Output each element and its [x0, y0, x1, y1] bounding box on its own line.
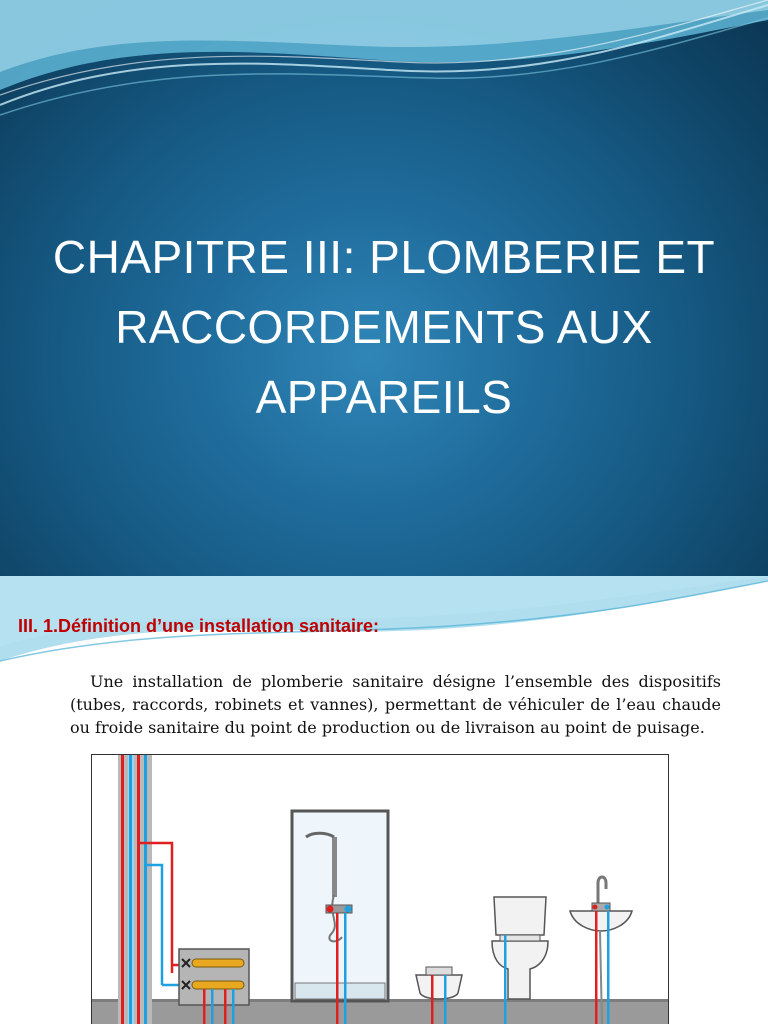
wave-decoration [0, 0, 768, 140]
bidet [416, 975, 462, 999]
cold-manifold [192, 981, 244, 989]
section-heading: III. 1.Définition d’une installation sanitaire: [18, 616, 380, 636]
toilet-bowl [492, 941, 548, 999]
hot-riser [121, 755, 124, 1024]
definition-paragraph: Une installation de plomberie sanitaire désigne l’ensemble des dispositifs (tubes, raccords, robinets et vannes), permettant de véhiculer de l’eau chaude ou froide sanitaire du point de production ou de livraison au point de puisage. [70, 672, 721, 737]
washbasin [570, 911, 632, 931]
toilet-tank [494, 897, 546, 935]
manifold-box [179, 949, 249, 1005]
plumbing-diagram [92, 755, 668, 1024]
hot-manifold [192, 959, 244, 967]
cold-riser [129, 755, 132, 1024]
slide-title: CHAPITRE III: PLOMBERIE ET RACCORDEMENTS AUX APPAREILS [52, 231, 716, 423]
content-slide [0, 576, 768, 1024]
plumbing-illustration [91, 754, 669, 1024]
